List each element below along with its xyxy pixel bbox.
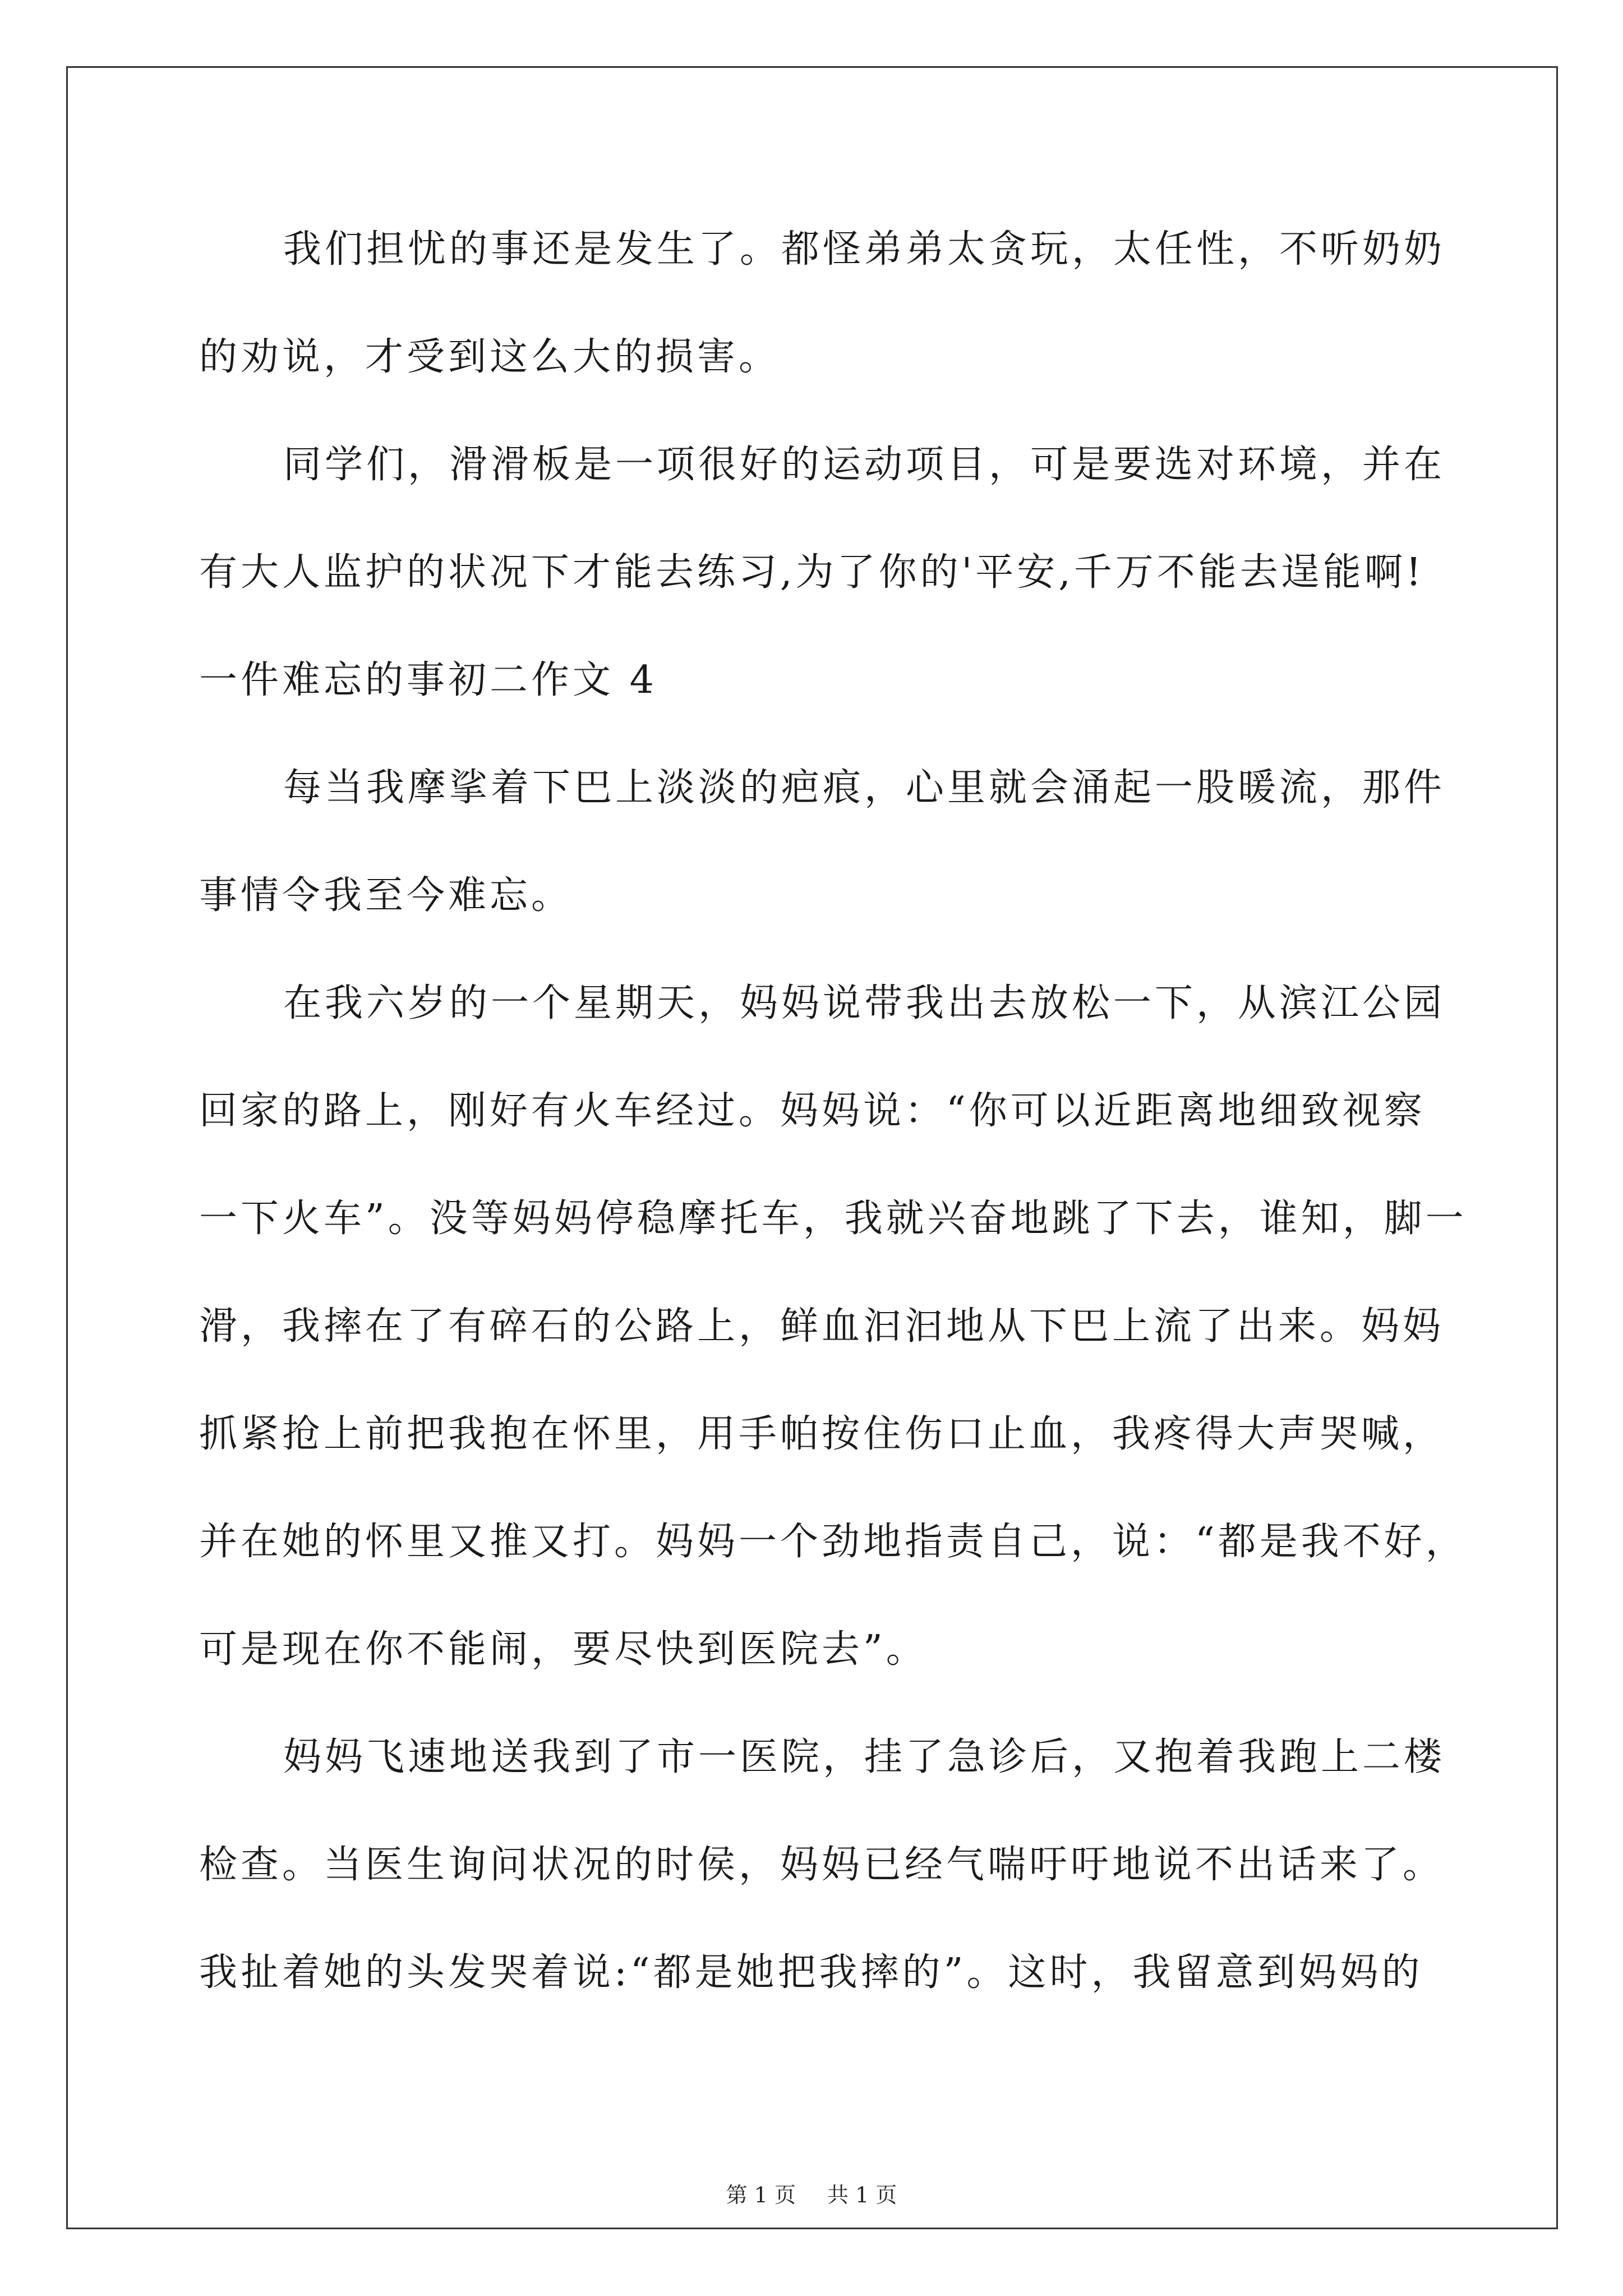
- text-line: 并在她的怀里又推又打。妈妈一个劲地指责自己，说：“都是我不好，: [199, 1520, 1467, 1564]
- text-line: 的劝说，才受到这么大的损害。: [199, 335, 781, 379]
- text-line: 检查。当医生询问状况的时侯，妈妈已经气喘吁吁地说不出话来了。: [199, 1843, 1445, 1887]
- page-footer: [0, 2178, 1623, 2208]
- text-line: 妈妈飞速地送我到了市一医院，挂了急诊后，又抱着我跑上二楼: [283, 1735, 1446, 1779]
- paragraph: [199, 1721, 1467, 2044]
- page-number: 第 1 页: [726, 2183, 796, 2207]
- text-line: 每当我摩挲着下巴上淡淡的疤痕，心里就会涌起一股暖流，那件: [283, 766, 1446, 810]
- text-line: 事情令我至今难忘。: [199, 873, 573, 918]
- paragraph: [199, 752, 1467, 967]
- text-line: 有大人监护的状况下才能去练习,为了你的'平安,千万不能去逞能啊!: [199, 550, 1425, 595]
- text-line: 抓紧抢上前把我抱在怀里，用手帕按住伤口止血，我疼得大声哭喊，: [199, 1412, 1445, 1456]
- document-body: [199, 213, 1467, 2044]
- text-line: 可是现在你不能闹，要尽快到医院去”。: [199, 1627, 928, 1672]
- text-line: 滑，我摔在了有碎石的公路上，鲜血汩汩地从下巴上流了出来。妈妈: [199, 1304, 1445, 1349]
- text-line: 回家的路上，刚好有火车经过。妈妈说：“你可以近距离地细致视察: [199, 1089, 1426, 1133]
- paragraph: [199, 429, 1467, 644]
- text-line: 我们担忧的事还是发生了。都怪弟弟太贪玩，太任性，不听奶奶: [283, 227, 1446, 272]
- section-heading: [199, 644, 1467, 752]
- text-line: 在我六岁的一个星期天，妈妈说带我出去放松一下，从滨江公园: [283, 981, 1446, 1025]
- page-total: 共 1 页: [827, 2183, 897, 2207]
- text-line: 一下火车”。没等妈妈停稳摩托车，我就兴奋地跳了下去，谁知，脚一: [199, 1197, 1467, 1241]
- paragraph: [199, 213, 1467, 429]
- text-line: 我扯着她的头发哭着说:“都是她把我摔的”。这时，我留意到妈妈的: [199, 1950, 1423, 1995]
- heading-text: 一件难忘的事初二作文 4: [199, 658, 657, 702]
- paragraph: [199, 967, 1467, 1721]
- text-line: 同学们，滑滑板是一项很好的运动项目，可是要选对环境，并在: [283, 443, 1446, 487]
